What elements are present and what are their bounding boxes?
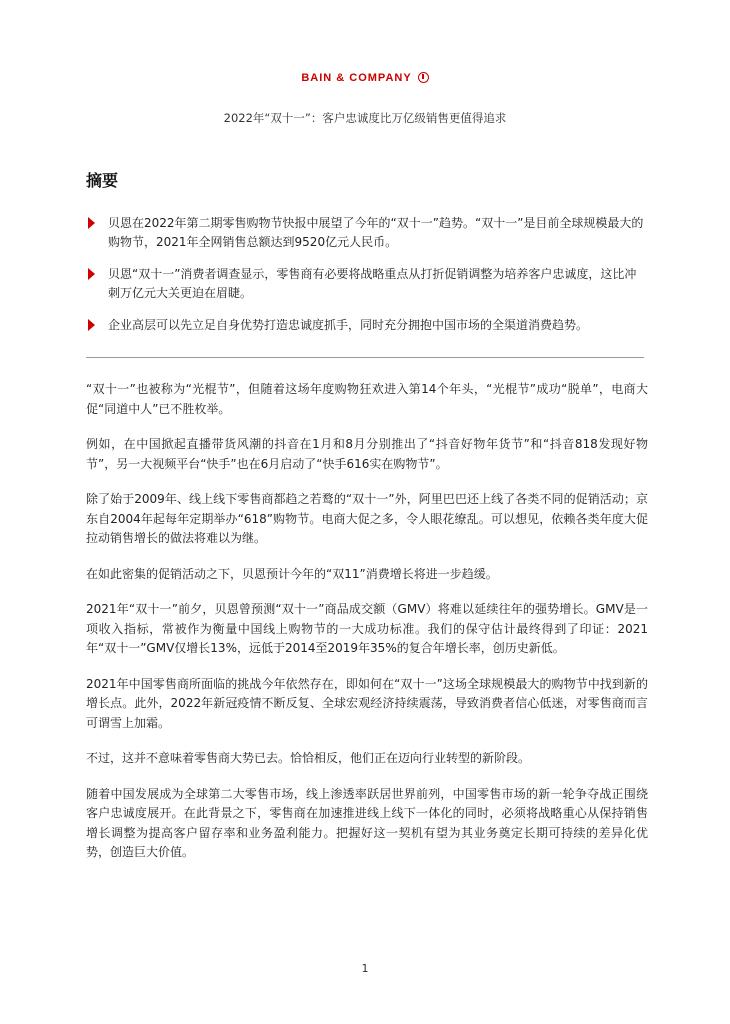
triangle-bullet-icon bbox=[88, 268, 95, 280]
brand-header bbox=[0, 72, 730, 84]
summary-bullet bbox=[86, 316, 646, 335]
body-paragraph: 随着中国发展成为全球第二大零售市场，线上渗透率跃居世界前列，中国零售市场的新一轮争夺战正围绕客户忠诚度展开。在此背景之下，零售商在加速推进线上线下一体化的同时，必须将战略重心从保持销售增长调整为提高客户留存率和业务盈利能力。把握好这一契机有望为其业务奠定长期可持续的差异化优势，创造巨大价值。 bbox=[86, 786, 648, 859]
triangle-bullet-icon bbox=[88, 319, 95, 331]
triangle-bullet-icon bbox=[88, 217, 95, 229]
page-number: 1 bbox=[361, 962, 369, 975]
report-title: 2022年“双十一”：客户忠诚度比万亿级销售更值得追求 bbox=[223, 111, 507, 125]
body-paragraph: 例如，在中国掀起直播带货风潮的抖音在1月和8月分别推出了“抖音好物年货节”和“抖音818发现好物节”，另一大视频平台“快手”也在6月启动了“快手616实在购物节”。 bbox=[86, 437, 648, 471]
summary-bullet-list bbox=[86, 214, 646, 348]
brand-logo-icon bbox=[418, 72, 429, 83]
summary-bullet-text: 贝恩在2022年第二期零售购物节快报中展望了今年的“双十一”趋势。“双十一”是目前全球规模最大的购物节，2021年全网销售总额达到9520亿元人民币。 bbox=[108, 216, 644, 249]
summary-bullet bbox=[86, 265, 646, 303]
body-paragraph: 不过，这并不意味着零售商大势已去。恰恰相反，他们正在迈向行业转型的新阶段。 bbox=[86, 751, 531, 765]
section-divider bbox=[86, 357, 644, 358]
body-paragraph: 在如此密集的促销活动之下，贝恩预计今年的“双11”消费增长将进一步趋缓。 bbox=[86, 566, 498, 581]
summary-bullet bbox=[86, 214, 646, 252]
article-body bbox=[86, 380, 648, 879]
body-paragraph: “双十一”也被称为“光棍节”，但随着这场年度购物狂欢进入第14个年头，“光棍节”成功“脱单”，电商大促“同道中人”已不胜枚举。 bbox=[86, 382, 648, 416]
brand-name: BAIN & COMPANY bbox=[301, 72, 412, 84]
body-paragraph: 2021年中国零售商所面临的挑战今年依然存在，即如何在“双十一”这场全球规模最大的购物节中找到新的增长点。此外，2022年新冠疫情不断反复、全球宏观经济持续震荡，导致消费者信心低迷，对零售商而言可谓雪上加霜。 bbox=[86, 676, 648, 730]
summary-bullet-text: 企业高层可以先立足自身优势打造忠诚度抓手，同时充分拥抱中国市场的全渠道消费趋势。 bbox=[108, 318, 589, 332]
summary-bullet-text: 贝恩“双十一”消费者调查显示，零售商有必要将战略重点从打折促销调整为培养客户忠诚度，这比冲刺万亿元大关更迫在眉睫。 bbox=[108, 267, 637, 300]
summary-heading: 摘要 bbox=[86, 171, 119, 190]
body-paragraph: 2021年“双十一”前夕，贝恩曾预测“双十一”商品成交额（GMV）将难以延续往年的强势增长。GMV是一项收入指标，常被作为衡量中国线上购物节的一大成功标准。我们的保守估计最终得到了印证：2021年“双十一”GMV仅增长13%，远低于2014至2019年35%的复合年增长率，创历史新低。 bbox=[86, 602, 648, 655]
body-paragraph: 除了始于2009年、线上线下零售商都趋之若鹜的“双十一”外，阿里巴巴还上线了各类不同的促销活动；京东自2004年起每年定期举办“618”购物节。电商大促之多，令人眼花缭乱。可以想见，依赖各类年度大促拉动销售增长的做法将难以为继。 bbox=[86, 492, 648, 545]
